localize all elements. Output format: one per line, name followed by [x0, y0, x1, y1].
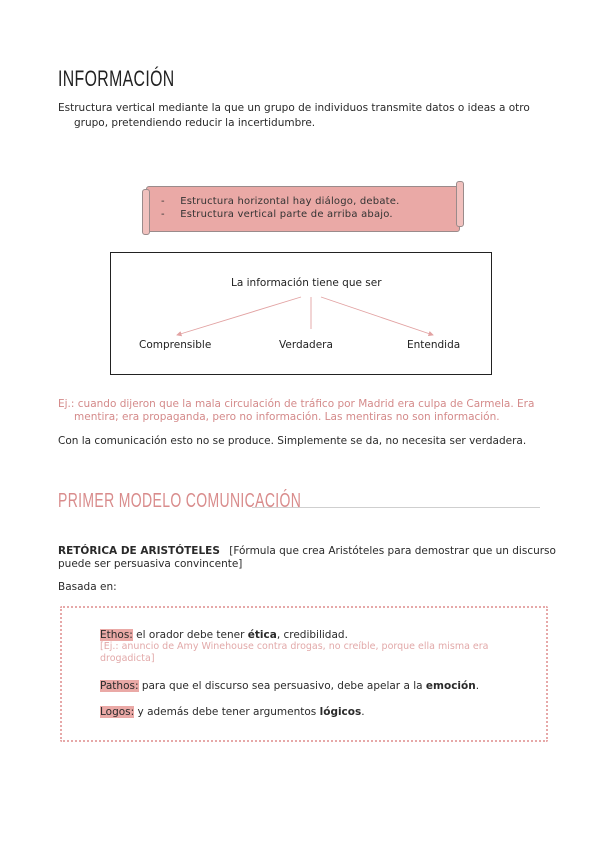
- bullet-dash: -: [161, 196, 165, 207]
- definition-line-2: grupo, pretendiendo reducir la incertidumbre.: [74, 117, 316, 129]
- rhetoric-line-1: [58, 544, 556, 558]
- pathos-term: Pathos:: [100, 680, 139, 692]
- arrow-right: [321, 297, 433, 335]
- ethos-example-line-2: drogadicta]: [100, 653, 155, 664]
- rhetoric-desc: [Fórmula que crea Aristóteles para demostrar que un discurso: [229, 545, 556, 557]
- pathos-text-after: .: [475, 680, 480, 692]
- ethos-bold: ética: [247, 629, 277, 641]
- scroll-banner: [146, 186, 460, 232]
- diagram-child-entendida: Entendida: [407, 339, 461, 351]
- definition-line-1: Estructura vertical mediante la que un grupo de individuos transmite datos o ideas a otro: [58, 102, 530, 114]
- ethos-example-line-1: [Ej.: anuncio de Amy Winehouse contra drogas, no creíble, porque ella misma era: [100, 641, 489, 652]
- section-title-underline: [252, 507, 540, 508]
- arrow-left: [177, 297, 301, 335]
- note-text: Con la comunicación esto no se produce. Simplemente se da, no necesita ser verdadera.: [58, 435, 527, 447]
- bullet-dash: -: [161, 209, 165, 220]
- rhetoric-label: RETÓRICA DE ARISTÓTELES: [58, 545, 220, 557]
- example-line-1: Ej.: cuando dijeron que la mala circulación de tráfico por Madrid era culpa de Carmela. Era: [58, 398, 535, 410]
- diagram-arrows: [111, 253, 491, 374]
- ethos-text-before: el orador debe tener: [132, 629, 248, 641]
- concepts-box: [60, 606, 548, 742]
- ethos-term: Ethos:: [100, 629, 133, 641]
- logos-term: Logos:: [100, 706, 135, 718]
- scroll-item: [161, 196, 400, 207]
- pathos-bold: emoción: [425, 680, 476, 692]
- scroll-item-text: Estructura vertical parte de arriba abajo.: [180, 209, 393, 220]
- diagram-child-verdadera: Verdadera: [279, 339, 333, 351]
- diagram-box: [110, 252, 492, 375]
- based-on-label: Basada en:: [58, 581, 117, 593]
- rhetoric-line-2: puede ser persuasiva convincente]: [58, 558, 243, 570]
- ethos-line: [100, 628, 348, 642]
- pathos-line: [100, 679, 479, 693]
- scroll-item-text: Estructura horizontal hay diálogo, debate.: [180, 196, 400, 207]
- section-title-primer-modelo: PRIMER MODELO COMUNICACIÓN: [58, 490, 302, 512]
- ethos-text-after: , credibilidad.: [276, 629, 348, 641]
- example-line-2: mentira; era propaganda, pero no información. Las mentiras no son información.: [74, 411, 500, 423]
- pathos-text-before: para que el discurso sea persuasivo, debe apelar a la: [138, 680, 426, 692]
- logos-text-after: .: [361, 706, 365, 718]
- diagram-child-comprensible: Comprensible: [139, 339, 212, 351]
- section-title-informacion: INFORMACIÓN: [58, 66, 175, 91]
- logos-line: [100, 705, 365, 719]
- logos-text-before: y además debe tener argumentos: [134, 706, 320, 718]
- scroll-item: [161, 209, 393, 220]
- logos-bold: lógicos: [319, 706, 362, 718]
- diagram-root: La información tiene que ser: [231, 277, 382, 289]
